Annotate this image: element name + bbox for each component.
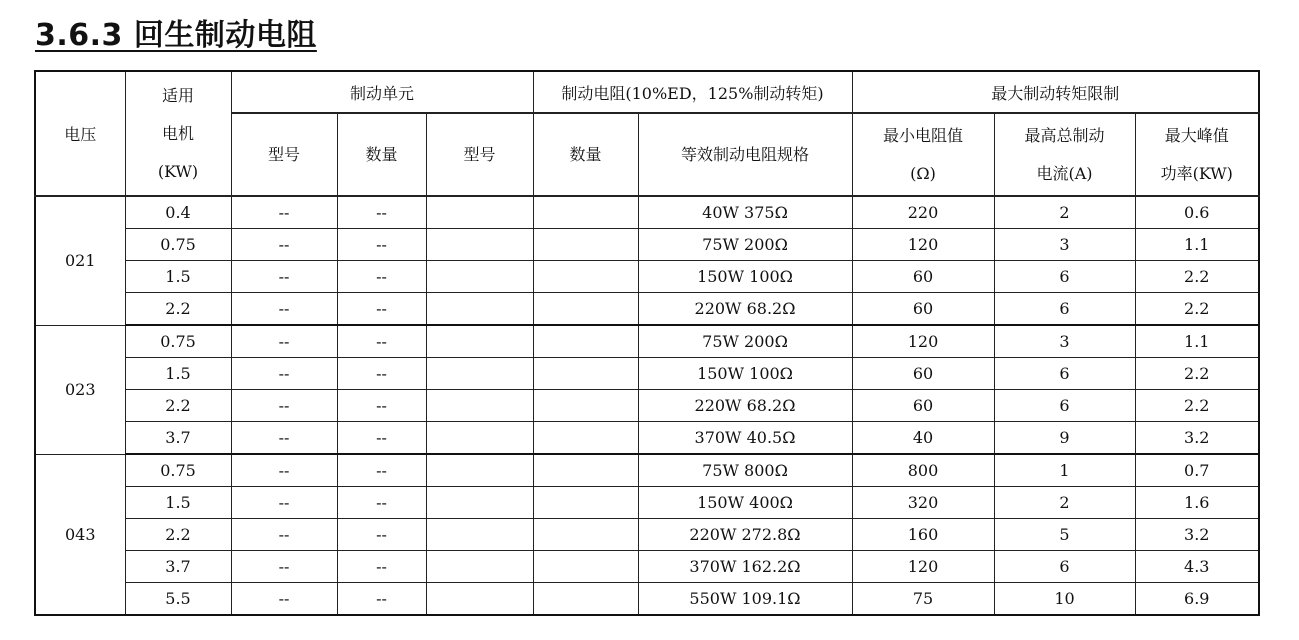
table-row bbox=[35, 454, 1259, 487]
max-power-cell: 2.2 bbox=[1135, 358, 1259, 390]
max-power-cell: 1.6 bbox=[1135, 487, 1259, 519]
table-row bbox=[35, 325, 1259, 358]
header-min-res-line2: (Ω) bbox=[910, 163, 936, 183]
max-current-cell: 10 bbox=[994, 583, 1135, 616]
unit-model-cell: -- bbox=[231, 454, 337, 487]
res-qty-cell bbox=[533, 293, 638, 326]
voltage-cell: 043 bbox=[35, 454, 125, 615]
min-res-cell: 60 bbox=[852, 390, 994, 422]
unit-qty-cell: -- bbox=[337, 551, 426, 583]
header-res-model: 型号 bbox=[426, 113, 533, 196]
min-res-cell: 160 bbox=[852, 519, 994, 551]
motor-kw-cell: 0.75 bbox=[125, 229, 231, 261]
res-model-cell bbox=[426, 390, 533, 422]
unit-qty-cell: -- bbox=[337, 229, 426, 261]
unit-model-cell: -- bbox=[231, 293, 337, 326]
min-res-cell: 120 bbox=[852, 551, 994, 583]
motor-kw-cell: 0.75 bbox=[125, 325, 231, 358]
braking-resistor-table bbox=[34, 70, 1260, 616]
unit-qty-cell: -- bbox=[337, 487, 426, 519]
max-power-cell: 4.3 bbox=[1135, 551, 1259, 583]
min-res-cell: 220 bbox=[852, 196, 994, 229]
unit-model-cell: -- bbox=[231, 519, 337, 551]
res-model-cell bbox=[426, 551, 533, 583]
unit-qty-cell: -- bbox=[337, 519, 426, 551]
res-model-cell bbox=[426, 358, 533, 390]
motor-kw-cell: 0.75 bbox=[125, 454, 231, 487]
res-spec-cell: 220W 272.8Ω bbox=[638, 519, 852, 551]
table-row bbox=[35, 487, 1259, 519]
max-power-cell: 1.1 bbox=[1135, 325, 1259, 358]
max-current-cell: 6 bbox=[994, 358, 1135, 390]
max-power-cell: 0.7 bbox=[1135, 454, 1259, 487]
min-res-cell: 800 bbox=[852, 454, 994, 487]
unit-model-cell: -- bbox=[231, 196, 337, 229]
header-unit-model: 型号 bbox=[231, 113, 337, 196]
max-current-cell: 2 bbox=[994, 196, 1135, 229]
res-model-cell bbox=[426, 325, 533, 358]
res-spec-cell: 75W 800Ω bbox=[638, 454, 852, 487]
res-qty-cell bbox=[533, 422, 638, 455]
max-current-cell: 2 bbox=[994, 487, 1135, 519]
table-row bbox=[35, 196, 1259, 229]
min-res-cell: 120 bbox=[852, 325, 994, 358]
unit-qty-cell: -- bbox=[337, 454, 426, 487]
min-res-cell: 60 bbox=[852, 358, 994, 390]
res-model-cell bbox=[426, 293, 533, 326]
max-power-cell: 3.2 bbox=[1135, 422, 1259, 455]
res-qty-cell bbox=[533, 519, 638, 551]
res-model-cell bbox=[426, 519, 533, 551]
section-title: 3.6.3 回生制动电阻 bbox=[35, 18, 317, 53]
max-power-cell: 1.1 bbox=[1135, 229, 1259, 261]
header-voltage: 电压 bbox=[35, 71, 125, 196]
header-motor bbox=[125, 71, 231, 196]
res-spec-cell: 150W 100Ω bbox=[638, 261, 852, 293]
unit-model-cell: -- bbox=[231, 261, 337, 293]
res-qty-cell bbox=[533, 325, 638, 358]
header-res-spec: 等效制动电阻规格 bbox=[638, 113, 852, 196]
unit-model-cell: -- bbox=[231, 487, 337, 519]
max-power-cell: 2.2 bbox=[1135, 261, 1259, 293]
header-max-limit: 最大制动转矩限制 bbox=[852, 71, 1259, 113]
res-spec-cell: 370W 162.2Ω bbox=[638, 551, 852, 583]
res-model-cell bbox=[426, 422, 533, 455]
max-current-cell: 3 bbox=[994, 229, 1135, 261]
motor-kw-cell: 1.5 bbox=[125, 358, 231, 390]
res-model-cell bbox=[426, 487, 533, 519]
table-row bbox=[35, 390, 1259, 422]
unit-model-cell: -- bbox=[231, 551, 337, 583]
table-row bbox=[35, 293, 1259, 326]
max-power-cell: 0.6 bbox=[1135, 196, 1259, 229]
max-power-cell: 3.2 bbox=[1135, 519, 1259, 551]
table-row bbox=[35, 261, 1259, 293]
table-row bbox=[35, 229, 1259, 261]
min-res-cell: 120 bbox=[852, 229, 994, 261]
unit-model-cell: -- bbox=[231, 390, 337, 422]
res-spec-cell: 150W 100Ω bbox=[638, 358, 852, 390]
min-res-cell: 75 bbox=[852, 583, 994, 616]
res-qty-cell bbox=[533, 454, 638, 487]
header-max-current-line2: 电流(A) bbox=[1036, 163, 1093, 183]
max-current-cell: 6 bbox=[994, 390, 1135, 422]
motor-kw-cell: 3.7 bbox=[125, 422, 231, 455]
res-spec-cell: 75W 200Ω bbox=[638, 325, 852, 358]
res-qty-cell bbox=[533, 487, 638, 519]
table-row bbox=[35, 422, 1259, 455]
header-min-res bbox=[852, 113, 994, 196]
motor-kw-cell: 2.2 bbox=[125, 293, 231, 326]
unit-model-cell: -- bbox=[231, 422, 337, 455]
res-spec-cell: 370W 40.5Ω bbox=[638, 422, 852, 455]
table-row bbox=[35, 519, 1259, 551]
voltage-cell: 023 bbox=[35, 325, 125, 454]
header-motor-line3: (KW) bbox=[157, 161, 199, 181]
res-model-cell bbox=[426, 454, 533, 487]
unit-model-cell: -- bbox=[231, 229, 337, 261]
res-qty-cell bbox=[533, 390, 638, 422]
header-unit-qty: 数量 bbox=[337, 113, 426, 196]
header-motor-line1: 适用 bbox=[161, 85, 194, 105]
res-qty-cell bbox=[533, 229, 638, 261]
motor-kw-cell: 1.5 bbox=[125, 261, 231, 293]
unit-qty-cell: -- bbox=[337, 390, 426, 422]
motor-kw-cell: 0.4 bbox=[125, 196, 231, 229]
motor-kw-cell: 5.5 bbox=[125, 583, 231, 616]
max-power-cell: 2.2 bbox=[1135, 390, 1259, 422]
res-model-cell bbox=[426, 229, 533, 261]
header-max-power-line1: 最大峰值 bbox=[1164, 125, 1229, 145]
unit-model-cell: -- bbox=[231, 358, 337, 390]
motor-kw-cell: 1.5 bbox=[125, 487, 231, 519]
min-res-cell: 320 bbox=[852, 487, 994, 519]
res-spec-cell: 150W 400Ω bbox=[638, 487, 852, 519]
max-current-cell: 6 bbox=[994, 261, 1135, 293]
min-res-cell: 60 bbox=[852, 293, 994, 326]
motor-kw-cell: 2.2 bbox=[125, 390, 231, 422]
min-res-cell: 60 bbox=[852, 261, 994, 293]
max-power-cell: 6.9 bbox=[1135, 583, 1259, 616]
unit-qty-cell: -- bbox=[337, 583, 426, 616]
res-model-cell bbox=[426, 583, 533, 616]
header-motor-line2: 电机 bbox=[161, 123, 194, 143]
header-max-power bbox=[1135, 113, 1259, 196]
res-qty-cell bbox=[533, 196, 638, 229]
motor-kw-cell: 3.7 bbox=[125, 551, 231, 583]
unit-qty-cell: -- bbox=[337, 422, 426, 455]
table-header bbox=[35, 71, 1259, 196]
unit-model-cell: -- bbox=[231, 583, 337, 616]
unit-qty-cell: -- bbox=[337, 196, 426, 229]
unit-model-cell: -- bbox=[231, 325, 337, 358]
res-spec-cell: 220W 68.2Ω bbox=[638, 390, 852, 422]
res-qty-cell bbox=[533, 583, 638, 616]
header-max-power-line2: 功率(KW) bbox=[1160, 163, 1233, 183]
table-row bbox=[35, 551, 1259, 583]
max-current-cell: 1 bbox=[994, 454, 1135, 487]
max-current-cell: 9 bbox=[994, 422, 1135, 455]
voltage-cell: 021 bbox=[35, 196, 125, 325]
max-current-cell: 3 bbox=[994, 325, 1135, 358]
unit-qty-cell: -- bbox=[337, 293, 426, 326]
res-qty-cell bbox=[533, 358, 638, 390]
unit-qty-cell: -- bbox=[337, 261, 426, 293]
unit-qty-cell: -- bbox=[337, 325, 426, 358]
header-res-qty: 数量 bbox=[533, 113, 638, 196]
header-max-current bbox=[994, 113, 1135, 196]
res-model-cell bbox=[426, 196, 533, 229]
table-row bbox=[35, 583, 1259, 616]
unit-qty-cell: -- bbox=[337, 358, 426, 390]
res-spec-cell: 40W 375Ω bbox=[638, 196, 852, 229]
max-power-cell: 2.2 bbox=[1135, 293, 1259, 326]
res-spec-cell: 75W 200Ω bbox=[638, 229, 852, 261]
max-current-cell: 5 bbox=[994, 519, 1135, 551]
max-current-cell: 6 bbox=[994, 293, 1135, 326]
header-brake-unit: 制动单元 bbox=[231, 71, 533, 113]
max-current-cell: 6 bbox=[994, 551, 1135, 583]
res-qty-cell bbox=[533, 261, 638, 293]
res-spec-cell: 220W 68.2Ω bbox=[638, 293, 852, 326]
res-qty-cell bbox=[533, 551, 638, 583]
table-body bbox=[35, 196, 1259, 615]
res-model-cell bbox=[426, 261, 533, 293]
header-min-res-line1: 最小电阻值 bbox=[882, 125, 963, 145]
min-res-cell: 40 bbox=[852, 422, 994, 455]
motor-kw-cell: 2.2 bbox=[125, 519, 231, 551]
header-max-current-line1: 最高总制动 bbox=[1024, 125, 1105, 145]
res-spec-cell: 550W 109.1Ω bbox=[638, 583, 852, 616]
header-brake-resistor: 制动电阻(10%ED，125%制动转矩) bbox=[533, 71, 852, 113]
table-row bbox=[35, 358, 1259, 390]
